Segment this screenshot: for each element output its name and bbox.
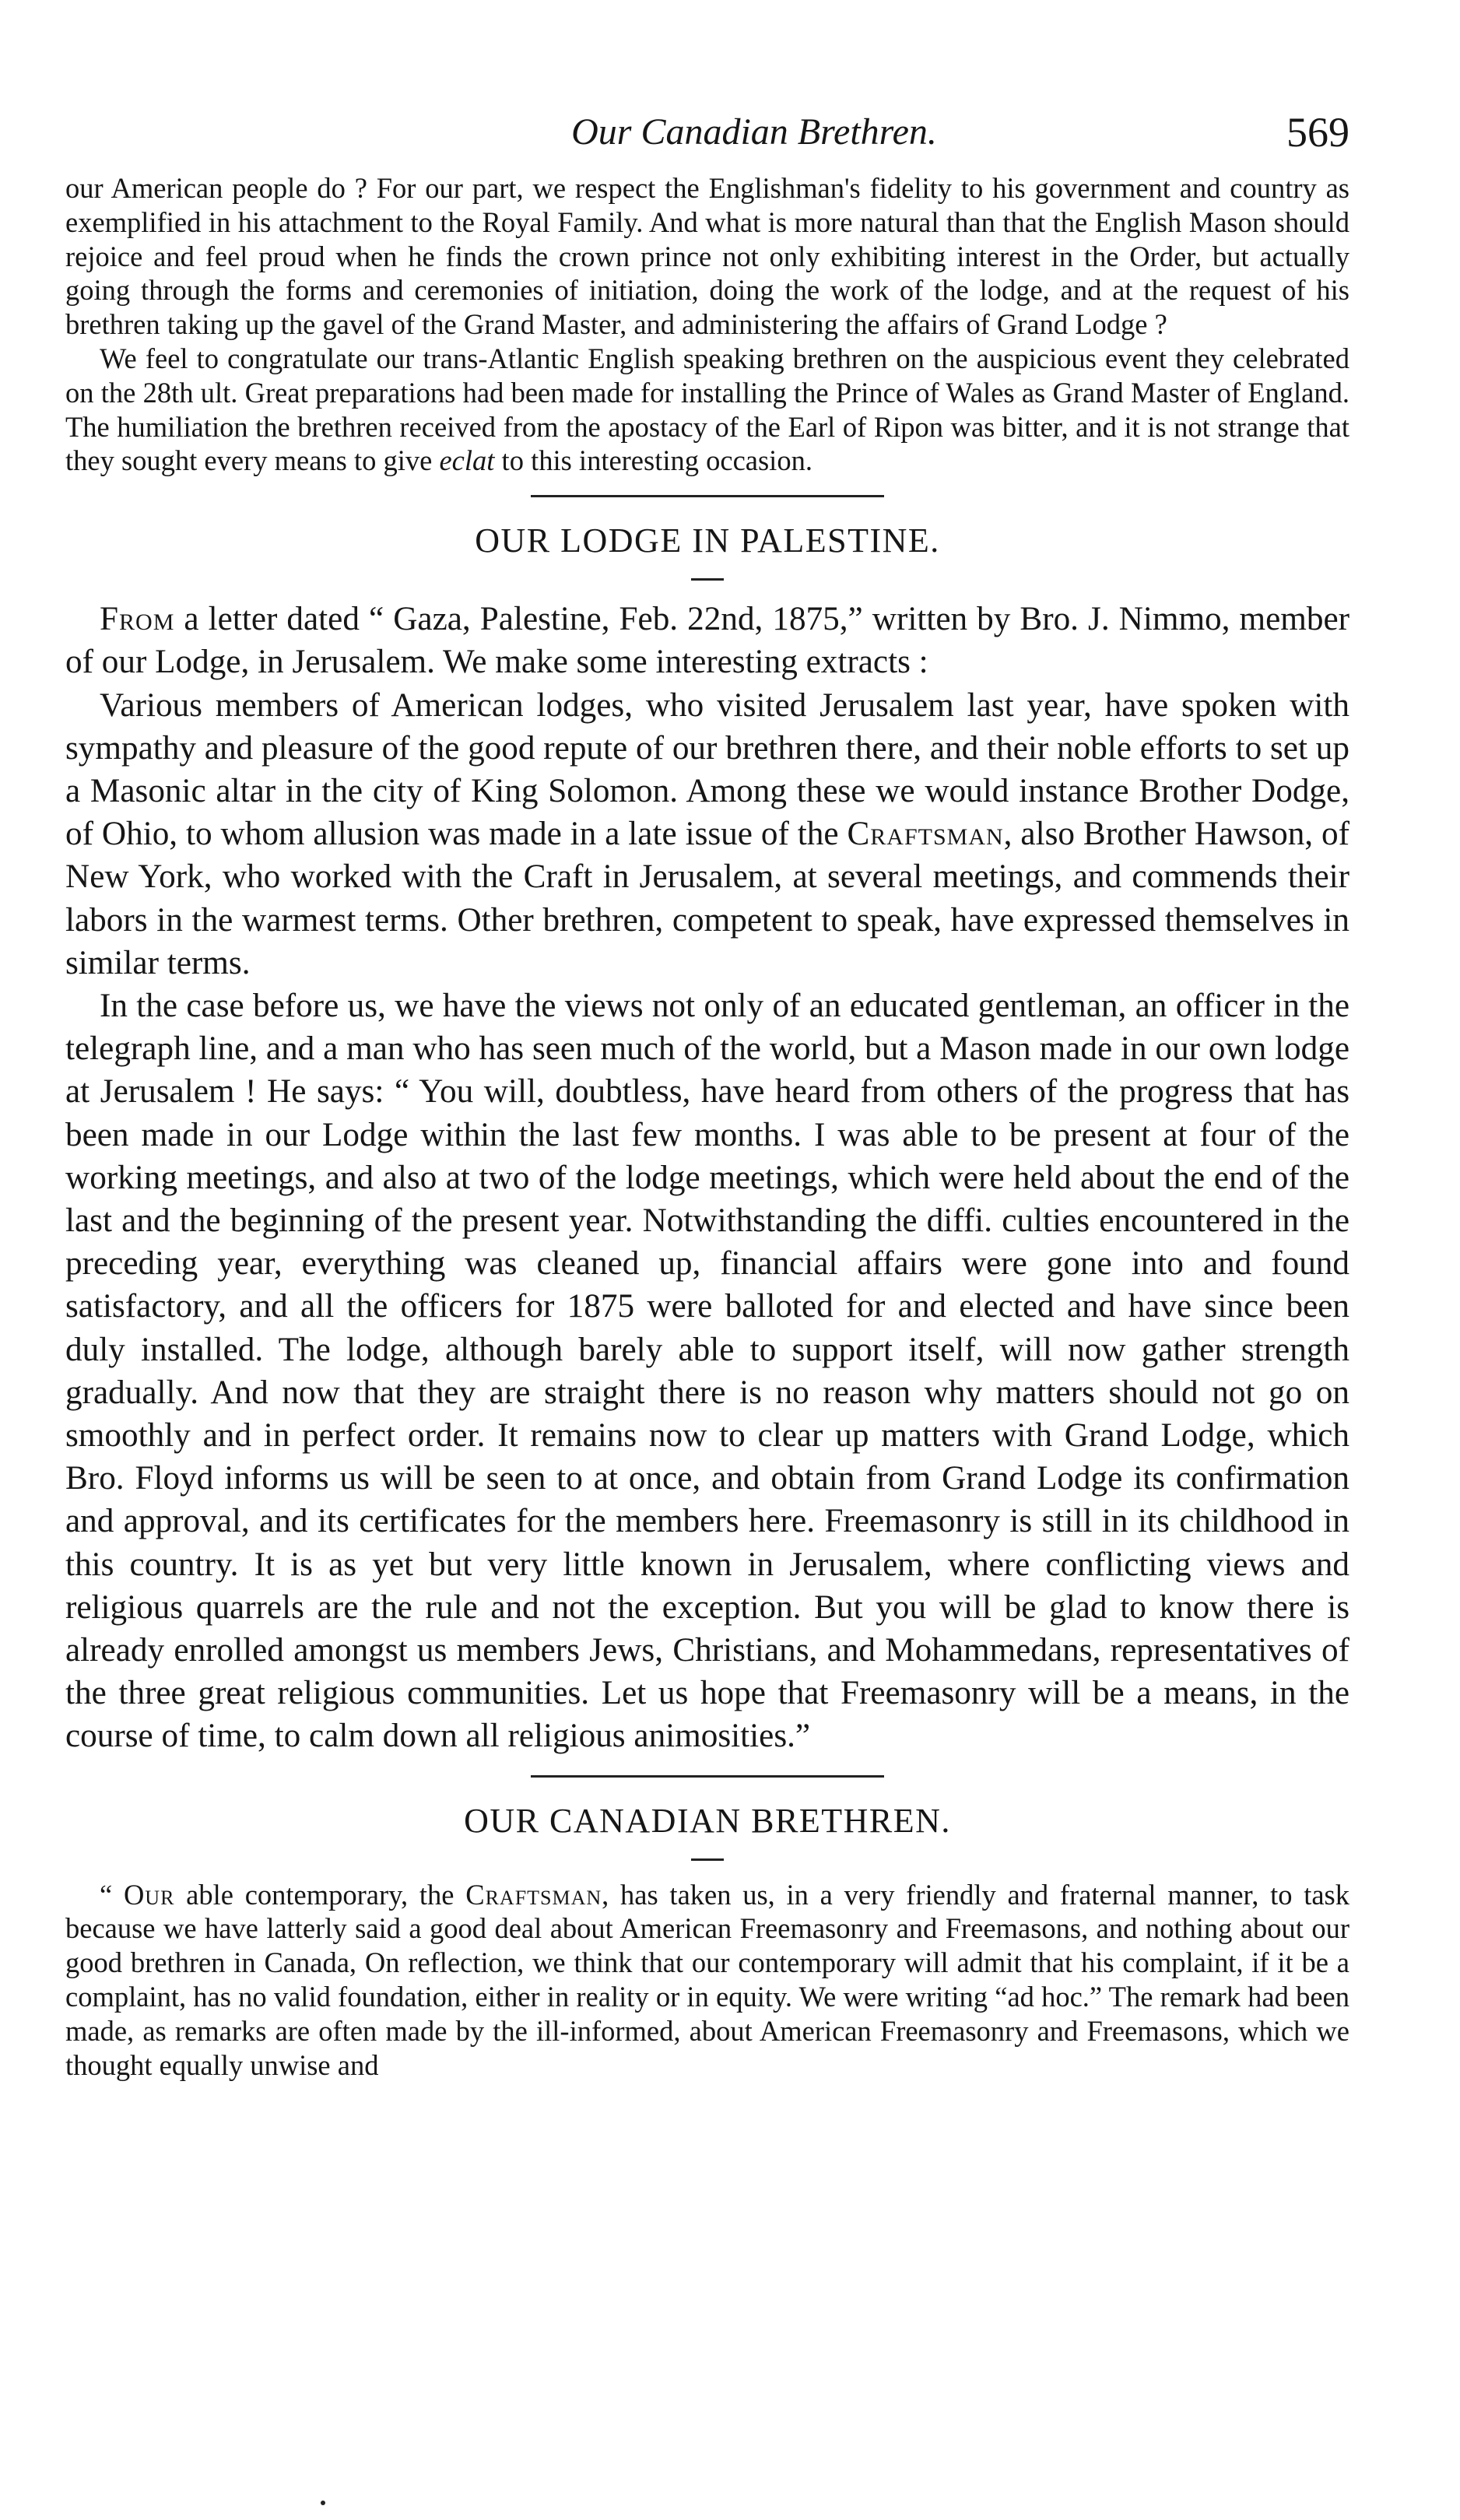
palestine-section [65, 598, 1349, 1757]
small-caps-name: Craftsman [465, 1878, 602, 1911]
small-caps-lead: Our [123, 1878, 175, 1911]
text-run: Various members of American lodges, who visited Jerusalem last year, have spoken with sympathy and pleasure of the good repute of our brethren there, and their noble efforts to set up a Masonic altar in the city of King Solomon. Among these we would instance Brother Dodge, of Ohio, to whom allusion was made in a late issue of the [65, 686, 1349, 853]
heading-dash [691, 578, 724, 581]
intro-section [65, 171, 1349, 478]
running-title: Our Canadian Brethren. [571, 111, 937, 153]
paragraph [65, 1878, 1349, 2083]
text-run: able contemporary, the [174, 1878, 466, 1911]
section-heading: OUR CANADIAN BRETHREN. [464, 1801, 951, 1840]
paragraph [65, 598, 1349, 683]
running-head [65, 109, 1349, 171]
small-caps-name: Craftsman [847, 816, 1004, 853]
book-page [65, 109, 1349, 2082]
text-run: “ [100, 1878, 124, 1911]
canadian-section [65, 1878, 1349, 2083]
text-run: a letter dated “ Gaza, Palestine, Feb. 22nd, 1875,” written by Bro. J. Nimmo, member of our Lodge, in Jerusalem. We make some interesting extracts : [65, 601, 1349, 681]
section-rule [531, 495, 884, 497]
section-rule [531, 1775, 884, 1778]
paragraph: our American people do ? For our part, we respect the Englishman's fidelity to his government and country as exemplified in his attachment to the Royal Family. And what is more natural than that the English Mason should rejoice and feel proud when he finds the crown prince not only exhibiting interest in the Order, but actually going through the forms and ceremonies of initiation, doing the work of the lodge, and at the request of his brethren taking up the gavel of the Grand Master, and administering the affairs of Grand Lodge ? [65, 172, 1349, 341]
text-run: We feel to congratulate our trans-Atlantic English speaking brethren on the auspicious event they celebrated on the 28th ult. Great preparations had been made for installing the Prince of Wales as Grand Master of England. The humiliation the brethren received from the apostacy of the Earl of Ripon was bitter, and it is not strange that they sought every means to give [65, 342, 1349, 477]
print-speck [321, 2501, 325, 2505]
paragraph [65, 684, 1349, 984]
paragraph: In the case before us, we have the views not only of an educated gentleman, an officer in the telegraph line, and a man who has seen much of the world, but a Mason made in our own lodge at Jerusalem ! He says: “ You will, doubtless, have heard from others of the progress that has been made in our Lodge within the last few months. I was able to be present at four of the working meetings, and also at two of the lodge meetings, which were held about the end of the last and the beginning of the present year. Notwithstanding the diffi. culties encountered in the preceding year, everything was cleaned up, financial affairs were gone into and found satisfactory, and all the officers for 1875 were balloted for and elected and have since been duly installed. The lodge, although barely able to support itself, will now gather strength gradually. And now that they are straight there is no reason why matters should not go on smoothly and in perfect order. It remains now to clear up matters with Grand Lodge, which Bro. Floyd informs us will be seen to at once, and obtain from Grand Lodge its confirmation and approval, and its certificates for the members here. Freemasonry is still in its childhood in this country. It is as yet but very little known in Jerusalem, where conflicting views and religious quarrels are the rule and not the exception. But you will be glad to know there is already enrolled amongst us members Jews, Christians, and Mohammedans, representatives of the three great religious communities. Let us hope that Freemasonry will be a means, in the course of time, to calm down all religious animosities.” [65, 988, 1349, 1755]
text-run: , also Brother Hawson, of New York, who worked with the Craft in Jerusalem, at several meetings, and commends their labors in the warmest terms. Other brethren, competent to speak, have expressed themselves in similar terms. [65, 816, 1350, 981]
italic-word: eclat [439, 444, 495, 477]
page-number: 569 [1286, 109, 1349, 156]
paragraph [65, 342, 1349, 478]
small-caps-lead: From [100, 601, 175, 638]
text-run: to this interesting occasion. [494, 444, 812, 477]
heading-dash [691, 1858, 724, 1861]
section-heading: OUR LODGE IN PALESTINE. [475, 521, 940, 560]
text-run: , has taken us, in a very friendly and fraternal manner, to task because we have latterly said a good deal about American Freemasonry and Freemasons, and nothing about our good brethren in Canada, On reflection, we think that our contemporary will admit that his complaint, if it be a complaint, has no valid foundation, either in reality or in equity. We were writing “ad hoc.” The remark had been made, as remarks are often made by the ill-informed, about American Freemasonry and Freemasons, which we thought equally unwise and [65, 1878, 1350, 2081]
